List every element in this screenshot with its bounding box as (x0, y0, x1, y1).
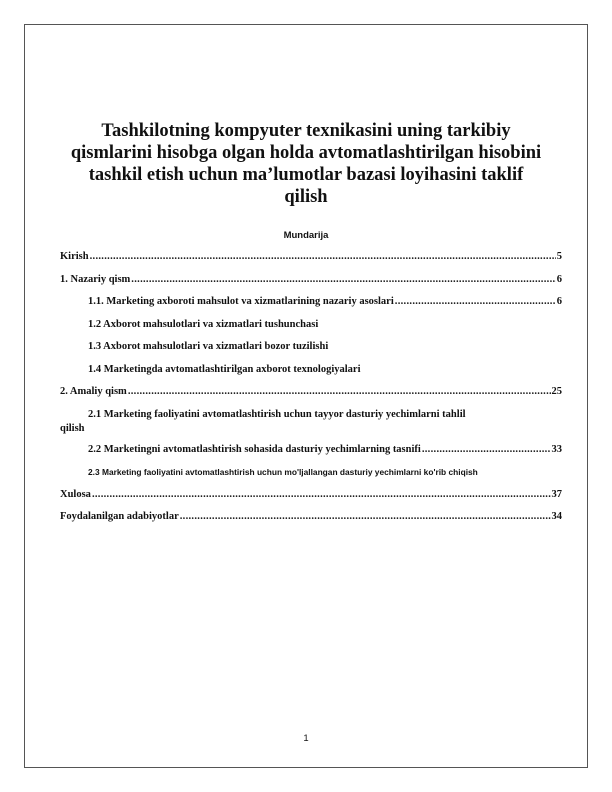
toc-entry-2-2[interactable] (60, 443, 562, 466)
toc-entry-page: 25 (551, 386, 562, 397)
toc-entry-text: 1. Nazariy qism (60, 273, 131, 285)
toc-entry-page: 6 (556, 273, 562, 285)
toc-heading: Mundarija (283, 230, 329, 241)
toc-entry-1-3[interactable] (60, 340, 562, 363)
toc-entry-text: 2.1 Marketing faoliyatini avtomatlashtirish uchun tayyor dasturiy yechimlarni tahlil (88, 408, 466, 420)
toc-leader-dots (422, 443, 551, 457)
toc-leader-dots (131, 273, 555, 287)
toc-entry-text: 1.2 Axborot mahsulotlari va xizmatlari tushunchasi (88, 318, 319, 330)
toc-entry-page: 37 (551, 488, 562, 500)
toc-entry-page: 5 (556, 251, 562, 262)
toc-entry-page: 6 (556, 296, 562, 307)
toc-entry-1-4[interactable] (60, 363, 562, 386)
toc-entry-text: Kirish (60, 251, 89, 262)
toc-entry-1-2[interactable] (60, 318, 562, 341)
toc-entry-page: 33 (551, 443, 562, 455)
toc-entry-text: 2. Amaliy qism (60, 386, 127, 397)
document-title (60, 120, 552, 208)
toc-entry-text: 2.2 Marketingni avtomatlashtirish sohasida dasturiy yechimlarning tasnifi (88, 443, 421, 455)
title-line: qismlarini hisobga olgan holda avtomatlashtirilgan hisobini (70, 143, 542, 163)
toc-entry-text: 1.4 Marketingda avtomatlashtirilgan axborot texnologiyalari (88, 363, 361, 375)
page-number: 1 (303, 733, 309, 744)
toc-entry-xulosa[interactable] (60, 488, 562, 511)
toc-entry-text: 2.3 Marketing faoliyatini avtomatlashtirish uchun mo'ljallangan dasturiy yechimlarni ko'rib chiqish (88, 467, 478, 477)
table-of-contents (60, 250, 562, 533)
toc-entry-amaliy-qism[interactable] (60, 385, 562, 408)
toc-entry-text: 1.3 Axborot mahsulotlari va xizmatlari bozor tuzilishi (88, 341, 329, 352)
toc-entry-1-1[interactable] (60, 295, 562, 318)
toc-entry-kirish[interactable] (60, 250, 562, 273)
toc-leader-dots (92, 488, 551, 502)
toc-entry-text-continued: qilish (60, 422, 85, 434)
toc-leader-dots (180, 510, 551, 524)
toc-entry-2-3[interactable] (60, 465, 562, 488)
toc-leader-dots (395, 295, 556, 309)
title-line: tashkil etish uchun ma’lumotlar bazasi loyihasini taklif (88, 165, 524, 185)
toc-leader-dots (90, 250, 556, 264)
toc-entry-text: Foydalanilgan adabiyotlar (60, 511, 179, 522)
title-line: Tashkilotning kompyuter texnikasini uning tarkibiy (101, 121, 511, 141)
toc-entry-page: 34 (551, 511, 562, 522)
toc-entry-text: Xulosa (60, 488, 91, 500)
toc-entry-text: 1.1. Marketing axboroti mahsulot va xizmatlarining nazariy asoslari (88, 296, 394, 307)
toc-entry-nazariy-qism[interactable] (60, 273, 562, 296)
toc-entry-adabiyotlar[interactable] (60, 510, 562, 533)
toc-leader-dots (128, 385, 551, 399)
toc-entry-2-1[interactable] (60, 408, 562, 443)
title-line: qilish (284, 187, 328, 207)
